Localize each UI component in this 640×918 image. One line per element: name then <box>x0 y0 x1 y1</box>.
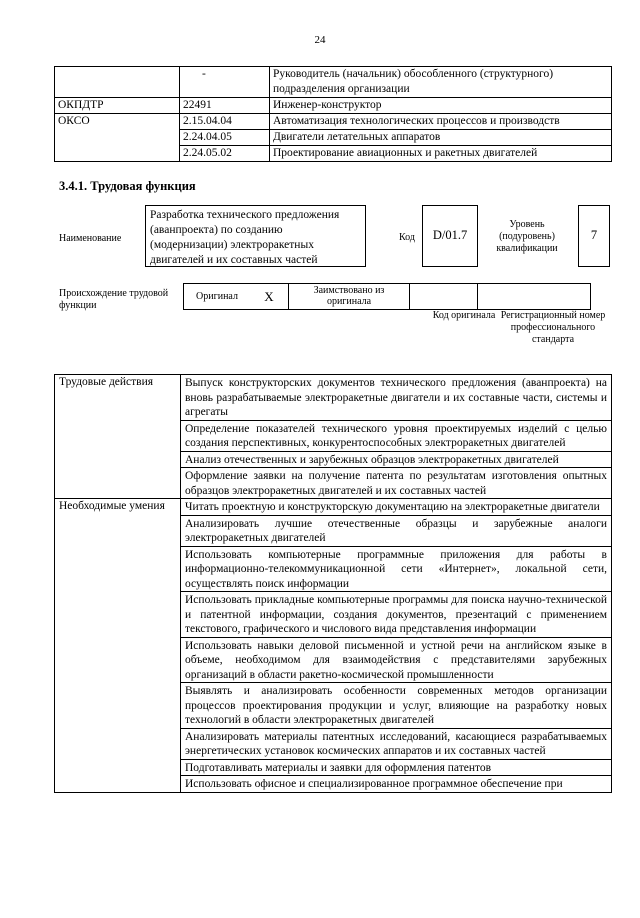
codes-classifier-cell: ОКПДТР <box>55 98 180 114</box>
codes-name-cell: Двигатели летательных аппаратов <box>270 130 612 146</box>
codes-table <box>54 66 612 162</box>
list-item: Использовать прикладные компьютерные программы для поиска научно-технической и патентной информации, создания документов, презентаций с применением текстового, графического и числового вида представления информации <box>181 592 612 638</box>
list-item: Использовать компьютерные программные приложения для работы в информационно-телекоммуникационной сети «Интернет», локальной сети, осуществлять поиск информации <box>181 546 612 592</box>
function-details-table <box>54 374 612 793</box>
list-item: Выявлять и анализировать особенности современных методов организации процессов проектирования продукции и услуг, влияющие на разработку новых технологий в области электроракетных двигателей <box>181 683 612 729</box>
list-item: Использовать навыки деловой письменной и устной речи на английском языке в объеме, необходимом для взаимодействия с представителями зарубежных организаций в области ракетно-космической промышленности <box>181 637 612 683</box>
level-label: Уровень (подуровень) квалификации <box>496 219 558 254</box>
original-label: Оригинал <box>184 284 251 310</box>
codes-classifier-cell <box>55 146 180 162</box>
table-row <box>184 284 591 310</box>
table-row <box>55 98 612 114</box>
codes-code-cell: 2.15.04.04 <box>180 114 270 130</box>
section-title: 3.4.1. Трудовая функция <box>59 179 196 193</box>
codes-classifier-cell: ОКСО <box>55 114 180 130</box>
list-item: Выпуск конструкторских документов технического предложения (аванпроекта) на вновь разрабатываемые электроракетные двигатели и их составные части, системы и агрегаты <box>181 375 612 421</box>
table-row <box>55 468 612 499</box>
original-mark: X <box>250 284 289 310</box>
codes-classifier-cell <box>55 67 180 98</box>
labor-actions-label: Трудовые действия <box>55 375 181 421</box>
level-value-box: 7 <box>578 205 610 267</box>
codes-name-cell: Инженер-конструктор <box>270 98 612 114</box>
name-label: Наименование <box>59 233 122 244</box>
table-row <box>55 546 612 592</box>
codes-name-cell: Автоматизация технологических процессов и производств <box>270 114 612 130</box>
borrowed-label: Заимствовано из оригинала <box>289 284 410 310</box>
table-row <box>55 67 612 98</box>
table-row <box>55 759 612 776</box>
table-row <box>55 499 612 516</box>
skills-label: Необходимые умения <box>55 499 181 516</box>
table-row <box>55 637 612 683</box>
table-row <box>55 451 612 468</box>
origin-reg-caption: Регистрационный номер профессионального стандарта <box>500 310 606 345</box>
origin-reg-cell <box>478 284 591 310</box>
codes-code-cell: 22491 <box>180 98 270 114</box>
table-row <box>55 515 612 546</box>
table-row <box>55 683 612 729</box>
list-item: Использовать офисное и специализированное программное обеспечение при <box>181 776 612 793</box>
list-item: Определение показателей технического уровня проектируемых изделий с целью создания перспективных, конкурентоспособных электроракетных двигателей <box>181 420 612 451</box>
table-row <box>55 375 612 421</box>
table-row <box>55 420 612 451</box>
origin-table <box>183 283 591 310</box>
codes-code-cell: 2.24.04.05 <box>180 130 270 146</box>
list-item: Читать проектную и конструкторскую документацию на электроракетные двигатели <box>181 499 612 516</box>
codes-code-cell: 2.24.05.02 <box>180 146 270 162</box>
list-item: Анализировать лучшие отечественные образцы и зарубежные аналоги электроракетных двигателей <box>181 515 612 546</box>
table-row <box>55 592 612 638</box>
origin-code-caption: Код оригинала <box>432 310 496 321</box>
table-row <box>55 728 612 759</box>
page-number: 24 <box>314 34 326 46</box>
list-item: Подготавливать материалы и заявки для оформления патентов <box>181 759 612 776</box>
code-label: Код <box>399 232 415 243</box>
codes-name-cell: Проектирование авиационных и ракетных двигателей <box>270 146 612 162</box>
table-row <box>55 146 612 162</box>
list-item: Анализировать материалы патентных исследований, касающиеся разрабатываемых энергетических установок космических аппаратов и их составных частей <box>181 728 612 759</box>
table-row <box>55 114 612 130</box>
function-name-box: Разработка технического предложения (аванпроекта) по созданию (модернизации) электроракетных двигателей и их составных частей <box>145 205 366 267</box>
codes-code-cell: - <box>180 67 270 98</box>
list-item: Оформление заявки на получение патента по результатам изготовления опытных образцов электроракетных двигателей и их составных частей <box>181 468 612 499</box>
codes-name-cell: Руководитель (начальник) обособленного (структурного) подразделения организации <box>270 67 612 98</box>
list-item: Анализ отечественных и зарубежных образцов электроракетных двигателей <box>181 451 612 468</box>
table-row <box>55 130 612 146</box>
function-code-box: D/01.7 <box>422 205 478 267</box>
origin-code-cell <box>410 284 478 310</box>
origin-label: Происхождение трудовой функции <box>59 288 169 311</box>
table-row <box>55 776 612 793</box>
codes-classifier-cell <box>55 130 180 146</box>
